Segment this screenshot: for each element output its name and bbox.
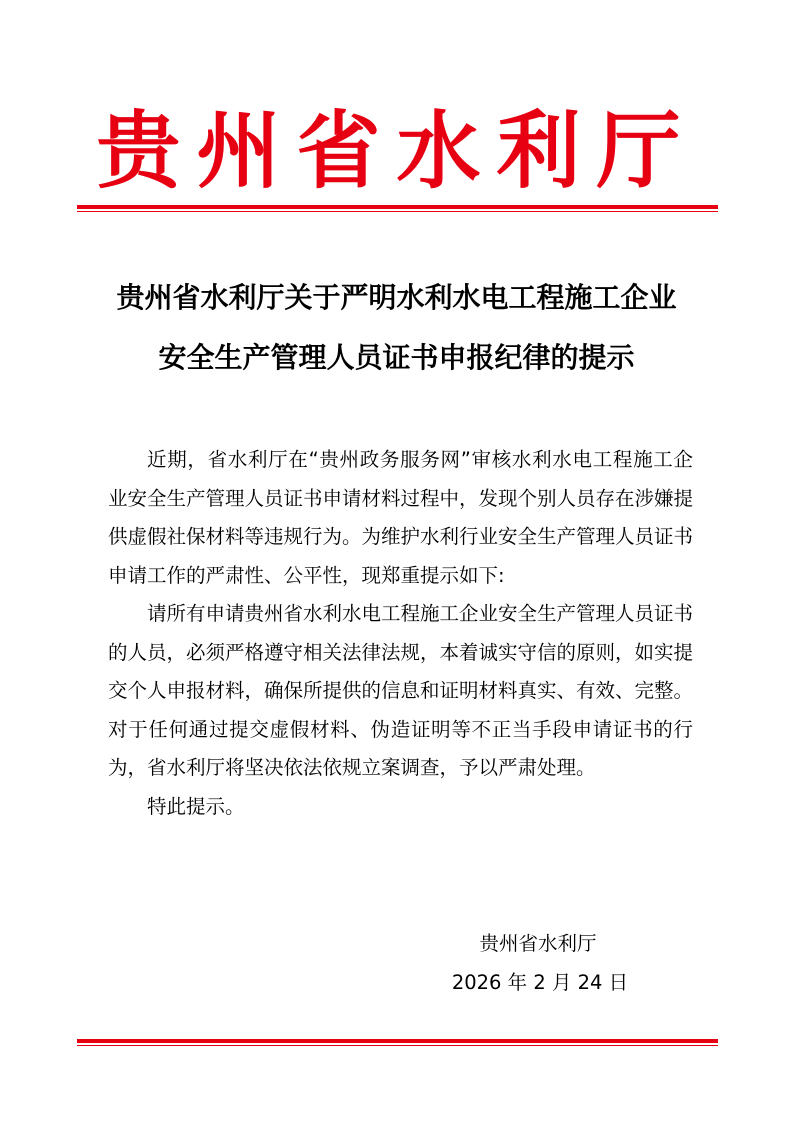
body-paragraph-3: 特此提示。 (147, 794, 245, 818)
signature-organization: 贵州省水利厅 (479, 932, 597, 955)
footer-divider (77, 1039, 718, 1046)
masthead-divider (77, 205, 718, 212)
body-paragraph-2: 请所有申请贵州省水利水电工程施工企业安全生产管理人员证书的人员，必须严格遵守相关法律法规，本着诚实守信的原则，如实提交个人申报材料，确保所提供的信息和证明材料真实、有效、完整。对于任何通过提交虚假材料、伪造证明等不正当手段申请证书的行为，省水利厅将坚决依法依规立案调查，予以严肃处理。 (108, 602, 694, 779)
masthead-title: 贵州省水利厅 (96, 101, 697, 200)
document-title-line-1: 贵州省水利厅关于严明水利水电工程施工企业 (116, 281, 677, 314)
signature-date: 2026 年 2 月 24 日 (451, 971, 629, 994)
document-body (108, 441, 693, 826)
body-paragraph-1: 近期，省水利厅在“贵州政务服务网”审核水利水电工程施工企业安全生产管理人员证书申请材料过程中，发现个别人员存在涉嫌提供虚假社保材料等违规行为。为维护水利行业安全生产管理人员证书申请工作的严肃性、公平性，现郑重提示如下: (108, 448, 694, 587)
document-title-line-2: 安全生产管理人员证书申报纪律的提示 (158, 341, 635, 374)
